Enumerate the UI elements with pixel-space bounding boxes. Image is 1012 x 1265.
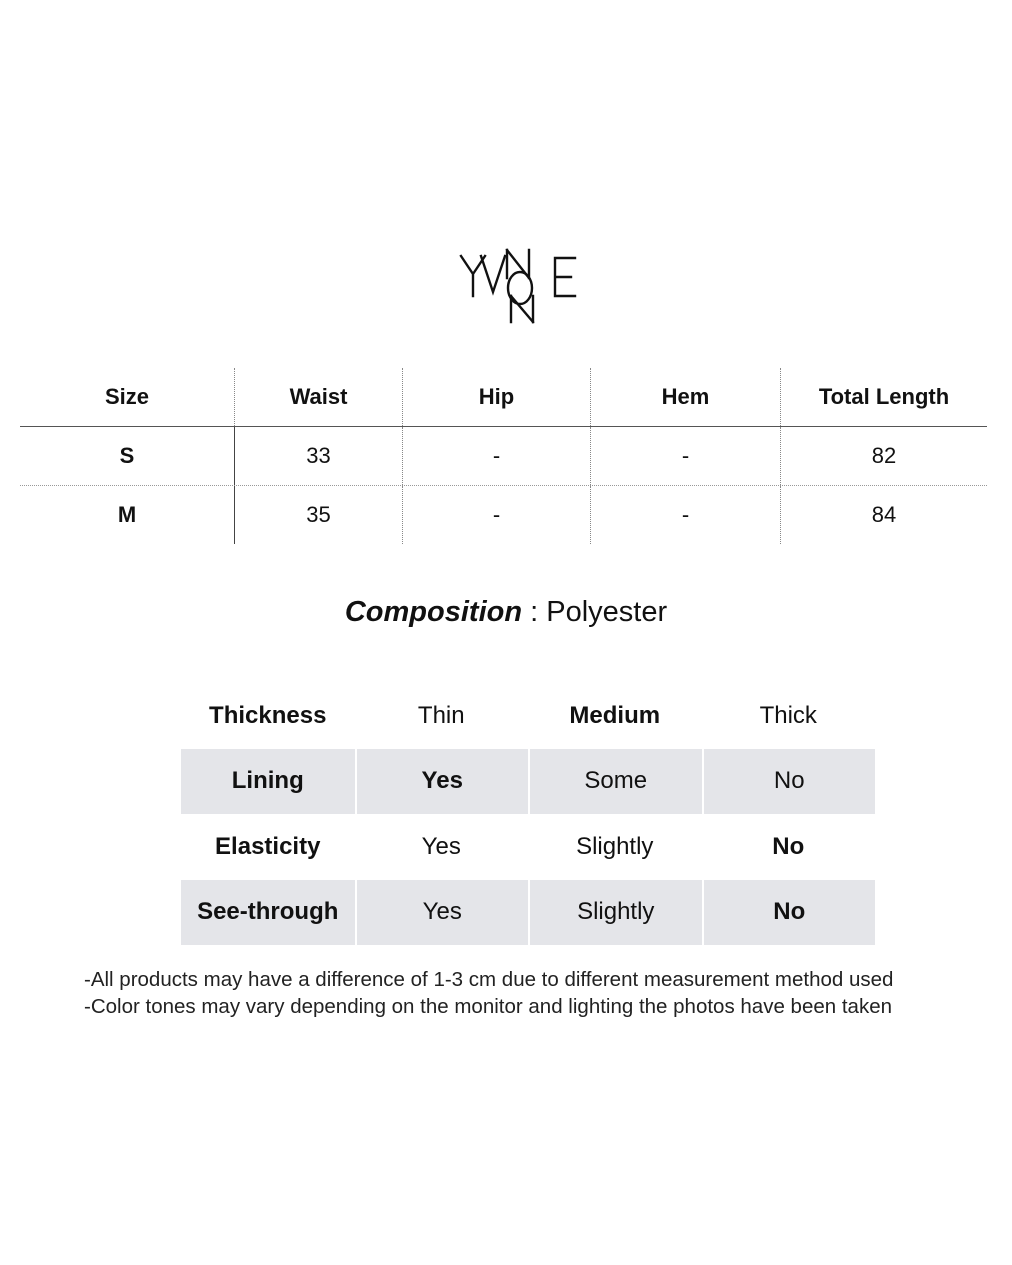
size-cell: S	[119, 443, 135, 468]
attribute-label: Elasticity	[215, 832, 321, 860]
hem-cell: -	[590, 486, 780, 544]
size-cell: M	[117, 502, 137, 527]
table-row	[20, 486, 987, 544]
header-hip: Hip	[402, 368, 590, 426]
attribute-option-selected: No	[772, 832, 805, 860]
attribute-row-lining	[181, 749, 875, 815]
composition-line	[0, 596, 1012, 629]
hip-cell: -	[402, 486, 590, 544]
attribute-row-thickness	[181, 683, 875, 749]
attribute-table	[181, 683, 875, 945]
header-hem: Hem	[590, 368, 780, 426]
attribute-option: Thick	[759, 701, 817, 729]
attribute-row-elasticity	[181, 814, 875, 880]
total-length-cell: 82	[780, 427, 987, 485]
attribute-option-selected: No	[702, 880, 876, 946]
disclaimer-notes	[84, 966, 984, 1020]
attribute-label: Lining	[181, 749, 355, 815]
waist-cell: 35	[234, 486, 402, 544]
composition-label: Composition	[344, 596, 523, 628]
attribute-option: No	[702, 749, 876, 815]
composition-value: Polyester	[546, 596, 668, 628]
attribute-option: Yes	[355, 880, 529, 946]
header-waist: Waist	[234, 368, 402, 426]
total-length-cell: 84	[780, 486, 987, 544]
header-size: Size	[104, 384, 150, 409]
header-total-length: Total Length	[780, 368, 987, 426]
composition-separator: :	[522, 596, 547, 628]
attribute-option: Slightly	[528, 880, 702, 946]
attribute-option: Slightly	[576, 832, 654, 860]
attribute-option-selected: Yes	[355, 749, 529, 815]
hip-cell: -	[402, 427, 590, 485]
brand-logo	[455, 240, 595, 330]
size-table	[20, 368, 987, 544]
attribute-option-selected: Medium	[569, 701, 661, 729]
note-line: -All products may have a difference of 1-3 cm due to different measurement method used	[84, 968, 894, 991]
table-row	[20, 427, 987, 486]
attribute-label: Thickness	[209, 701, 327, 729]
hem-cell: -	[590, 427, 780, 485]
attribute-option: Thin	[417, 701, 465, 729]
attribute-option: Yes	[421, 832, 461, 860]
waist-cell: 33	[234, 427, 402, 485]
note-line: -Color tones may vary depending on the monitor and lighting the photos have been taken	[84, 995, 892, 1018]
attribute-row-see-through	[181, 880, 875, 946]
attribute-option: Some	[528, 749, 702, 815]
attribute-label: See-through	[181, 880, 355, 946]
size-table-header	[20, 368, 987, 427]
